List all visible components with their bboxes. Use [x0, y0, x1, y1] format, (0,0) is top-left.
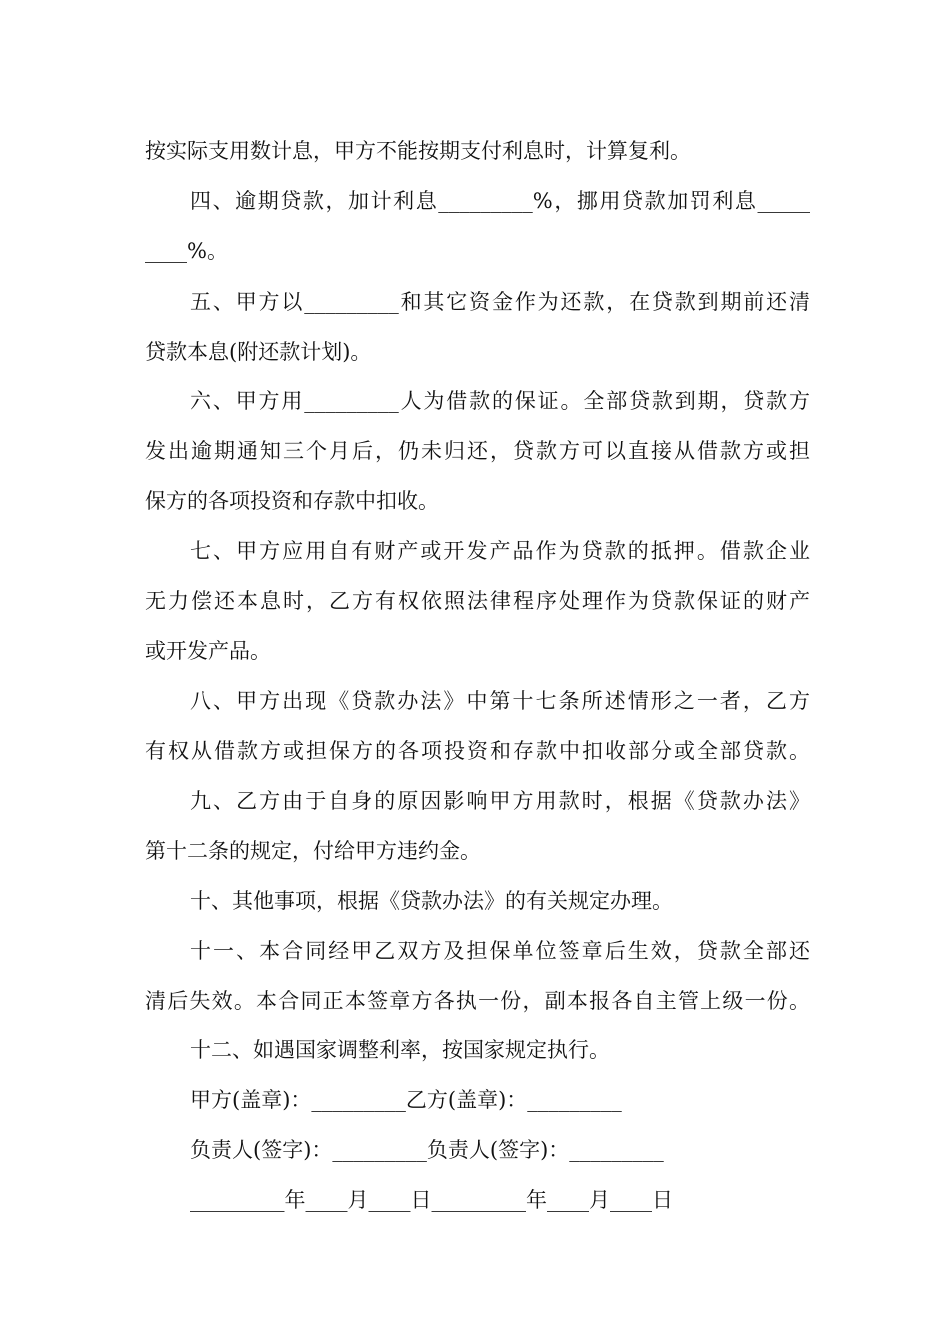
clause-7-line-3: 或开发产品。 — [145, 639, 271, 663]
paragraph-line: 按实际支用数计息，甲方不能按期支付利息时，计算复利。 — [145, 139, 691, 163]
clause-7-line-1: 七、甲方应用自有财产或开发产品作为贷款的抵押。借款企业 — [190, 539, 810, 563]
clause-12-line: 十二、如遇国家调整利率，按国家规定执行。 — [190, 1038, 610, 1062]
clause-6-line-3: 保方的各项投资和存款中扣收。 — [145, 489, 439, 513]
clause-8-line-1: 八、甲方出现《贷款办法》中第十七条所述情形之一者，乙方 — [190, 689, 810, 713]
clause-8-line-2: 有权从借款方或担保方的各项投资和存款中扣收部分或全部贷款。 — [145, 739, 810, 763]
seal-line: 甲方(盖章)：_________乙方(盖章)：_________ — [190, 1088, 622, 1112]
clause-10-line: 十、其他事项，根据《贷款办法》的有关规定办理。 — [190, 889, 673, 913]
date-line: _________年____月____日_________年____月____日 — [190, 1188, 673, 1212]
clause-9-line-1: 九、乙方由于自身的原因影响甲方用款时，根据《贷款办法》 — [190, 789, 810, 813]
clause-4-line-2: ____%。 — [145, 239, 228, 263]
clause-4-line-1: 四、逾期贷款，加计利息_________%，挪用贷款加罚利息_____ — [190, 189, 810, 213]
clause-7-line-2: 无力偿还本息时，乙方有权依照法律程序处理作为贷款保证的财产 — [145, 589, 810, 613]
signature-line: 负责人(签字)：_________负责人(签字)：_________ — [190, 1138, 664, 1162]
clause-11-line-1: 十一、本合同经甲乙双方及担保单位签章后生效，贷款全部还 — [190, 939, 810, 963]
clause-11-line-2: 清后失效。本合同正本签章方各执一份，副本报各自主管上级一份。 — [145, 989, 810, 1013]
clause-9-line-2: 第十二条的规定，付给甲方违约金。 — [145, 839, 481, 863]
clause-6-line-1: 六、甲方用_________人为借款的保证。全部贷款到期，贷款方 — [190, 389, 810, 413]
clause-5-line-2: 贷款本息(附还款计划)。 — [145, 340, 372, 364]
clause-5-line-1: 五、甲方以_________和其它资金作为还款，在贷款到期前还清 — [190, 290, 810, 314]
clause-6-line-2: 发出逾期通知三个月后，仍未归还，贷款方可以直接从借款方或担 — [145, 439, 810, 463]
